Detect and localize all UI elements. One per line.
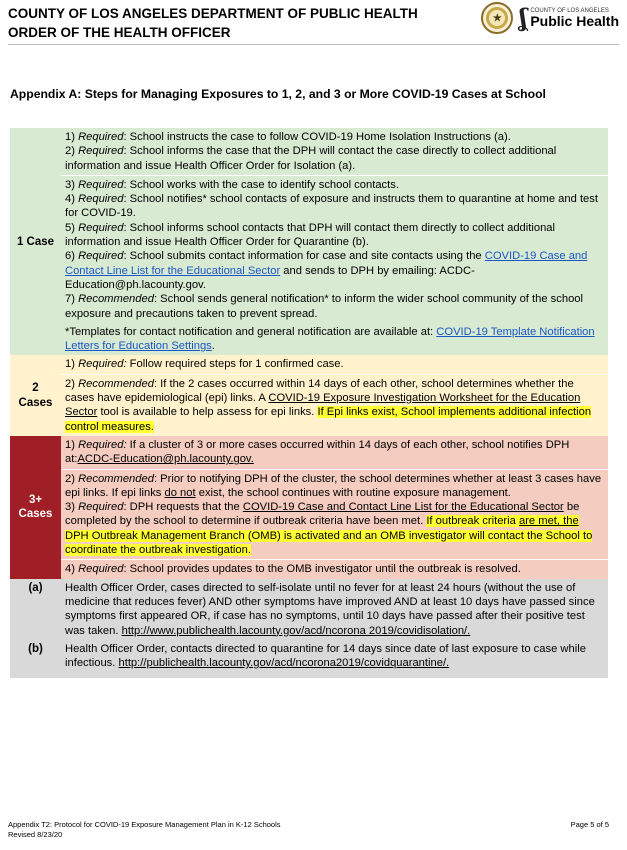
row-2-cases	[10, 355, 608, 374]
row-footnote-a	[10, 579, 608, 640]
one-step-3: 3) Required: School works with the case to identify school contacts.	[65, 178, 399, 191]
appendix-title: Appendix A: Steps for Managing Exposures to 1, 2, and 3 or More COVID-19 Cases at School	[10, 87, 546, 101]
footer-doc-title: Appendix T2: Protocol for COVID-19 Exposure Management Plan in K-12 Schools	[8, 820, 281, 829]
one-step-1: 1) Required: School instructs the case to follow COVID-19 Home Isolation Instructions (a).	[65, 131, 511, 143]
three-step-4: 4) Required: School provides updates to the OMB investigator until the outbreak is resolved.	[65, 563, 521, 576]
template-letters-link[interactable]: COVID-19 Template Notification Letters for Education Settings	[65, 325, 595, 353]
three-step-3: 3) Required: DPH requests that the COVID-19 Case and Contact Line List for the Educational Sector be completed by the school to determine if outbreak criteria have been met. If outbreak criteria are met, the DPH Outbreak Management Branch (OMB) is activated and an OMB investigator will contact the School to coordinate the outbreak investigation.	[65, 501, 593, 557]
two-step-1: 1) Required: Follow required steps for 1 confirmed case.	[65, 358, 344, 371]
one-step-6: 6) Required: School submits contact information for case and site contacts using the COVID-19 Case and Contact Line List for the Educational Sector and sends to DPH by emailing: ACDC-Education@ph.lacounty.gov.	[65, 250, 588, 291]
quarantine-link[interactable]: http://publichealth.lacounty.gov/acd/ncorona2019/covidquarantine/.	[118, 657, 450, 670]
line-list-link-2[interactable]: COVID-19 Case and Contact Line List for the Educational Sector	[242, 501, 564, 514]
one-step-2: 2) Required: School informs the case that the DPH will contact the case directly to collect additional information and issue Health Officer Order for Isolation (a).	[65, 145, 557, 172]
three-step-2: 2) Recommended: Prior to notifying DPH of the cluster, the school determines whether at least 3 cases have epi links. If epi links do not exist, the school continues with routine exposure management.	[65, 472, 602, 499]
templates-note: *Templates for contact notification and general notification are available at: COVID-19 Template Notification Letters for Education Settings.	[65, 325, 595, 353]
row-3-plus-cases	[10, 436, 608, 469]
header-line-2: ORDER OF THE HEALTH OFFICER	[8, 25, 231, 40]
header-line-1: COUNTY OF LOS ANGELES DEPARTMENT OF PUBLIC HEALTH	[8, 6, 418, 21]
two-step-2: 2) Recommended: If the 2 cases occurred within 14 days of each other, school determines whether the cases have epidemiological (epi) links. A COVID-19 Exposure Investigation Worksheet for the Education Sector tool is available to help assess for epi links. If Epi links exist, School implements additional infection control measures.	[65, 377, 592, 433]
row-footnote-b	[10, 640, 608, 679]
one-step-7: 7) Recommended: School sends general notification* to inform the wider school community of the school exposure and precautions taken to prevent spread.	[65, 293, 584, 320]
label-1-case: 1 Case	[10, 128, 61, 355]
line-list-link[interactable]: COVID-19 Case and Contact Line List for the Educational Sector	[65, 250, 588, 277]
footnote-b-text: Health Officer Order, contacts directed to quarantine for 14 days since date of last exposure to case while infectious. http://publichealth.lacounty.gov/acd/ncorona2019/covidquarantine/.	[65, 642, 586, 670]
label-footnote-b: (b)	[10, 640, 61, 679]
exposure-steps-table	[10, 128, 608, 678]
logo-county-text: COUNTY OF LOS ANGELES	[530, 8, 609, 14]
epi-links-highlight: If Epi links exist, School implements additional infection control measures.	[65, 406, 592, 433]
isolation-link[interactable]: http://www.publichealth.lacounty.gov/acd/ncorona 2019/covidisolation/.	[121, 624, 471, 637]
label-3-plus-cases: 3+ Cases	[10, 436, 61, 579]
footer-revised-date: Revised 8/23/20	[8, 830, 63, 839]
county-seal-icon: ★	[481, 2, 513, 34]
row-1-case	[10, 128, 608, 175]
page-number: Page 5 of 5	[570, 820, 609, 829]
header-divider	[8, 44, 619, 45]
document-header	[8, 4, 418, 42]
acdc-email-link[interactable]: ACDC-Education@ph.lacounty.gov.	[77, 453, 254, 466]
public-health-mark-icon: ʆ	[519, 3, 528, 32]
omb-highlight: If outbreak criteria are met, the DPH Outbreak Management Branch (OMB) is activated and an OMB investigator will contact the School to coordinate the outbreak investigation.	[65, 515, 593, 557]
header-logos	[481, 2, 619, 34]
logo-public-health-text: Public Health	[530, 13, 619, 29]
one-step-5: 5) Required: School informs school contacts that DPH will contact them directly to collect additional information and issue Health Officer Order for Quarantine (b).	[65, 221, 556, 249]
label-2-cases: 2 Cases	[10, 355, 61, 435]
one-step-4: 4) Required: School notifies* school contacts of exposure and instructs them to quarantine at home and test for COVID-19.	[65, 193, 598, 220]
three-step-1: 1) Required: If a cluster of 3 or more cases occurred within 14 days of each other, school notifies DPH at:ACDC-Education@ph.lacounty.gov.	[65, 438, 570, 466]
page-footer-left	[8, 820, 281, 840]
public-health-logo	[519, 3, 619, 32]
investigation-worksheet-link[interactable]: COVID-19 Exposure Investigation Worksheet for the Education Sector	[65, 392, 581, 419]
label-footnote-a: (a)	[10, 579, 61, 640]
footnote-a-text: Health Officer Order, cases directed to self-isolate until no fever for at least 24 hours (without the use of medicine that reduces fever) AND other symptoms have improved AND at least 10 days have passed since symptoms first appeared OR, if case has no symptoms, until 10 days have passed after their positive test was taken. http://www.publichealth.lacounty.gov/acd/ncorona 2019/covidisolation/.	[65, 581, 595, 637]
